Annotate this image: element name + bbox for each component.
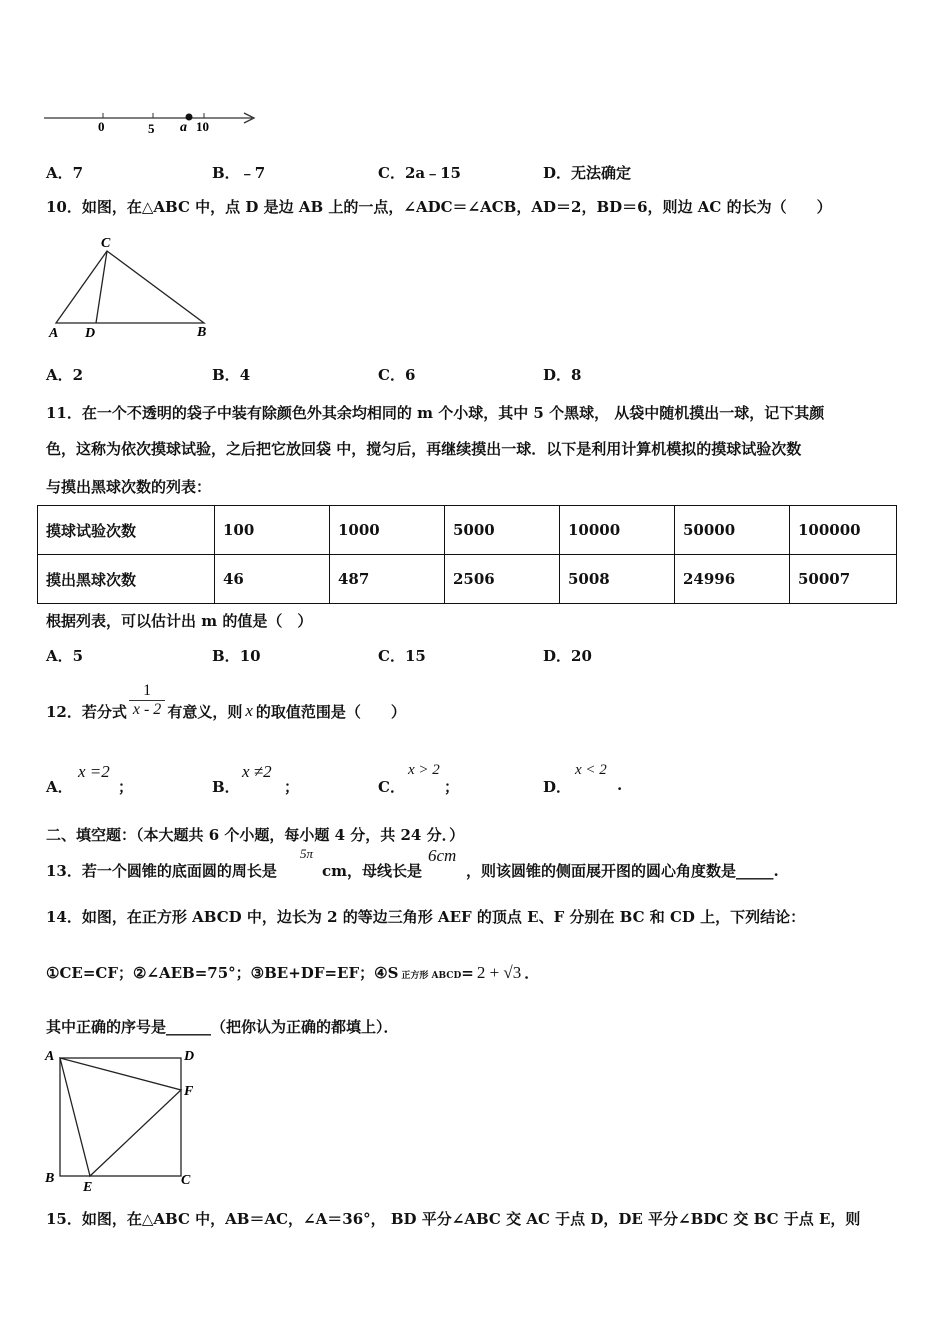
q10-triangle-figure	[44, 232, 219, 342]
table-cell: 487	[330, 555, 445, 604]
q14-square-figure	[40, 1044, 205, 1196]
label-f: F	[184, 1084, 194, 1099]
tick-label-10: 10	[196, 119, 209, 134]
label-c: C	[181, 1173, 191, 1188]
q13-math-slant: 6cm	[428, 846, 457, 865]
q12-var: x	[245, 701, 253, 720]
label-d: D	[85, 326, 96, 341]
q12-suffix: 有意义，则	[167, 702, 243, 721]
table-row-header: 摸球试验次数	[38, 506, 215, 555]
q13-math-circumference: 5π	[300, 846, 314, 861]
fraction-denominator: x - 2	[129, 700, 165, 719]
q14-expression: 2 + √3	[476, 963, 522, 982]
q9-choice-d: D．无法确定	[543, 164, 632, 182]
q10-choice-c: C．6	[378, 366, 416, 384]
label-a: A	[49, 326, 59, 341]
q12-prefix: 12．若分式	[46, 702, 127, 721]
table-cell: 50007	[790, 555, 897, 604]
q13-stem: 13．若一个圆锥的底面圆的周长是 5π cm，母线长是 6cm ，则该圆锥的侧面展开图的圆心角度数是_____.	[46, 846, 779, 880]
q11-line-2: 色，这称为依次摸球试验，之后把它放回袋 中，搅匀后，再继续摸出一球．以下是利用计算机模拟的摸球试验次数	[46, 440, 802, 458]
q12-suffix2: 的取值范围是（ ）	[255, 702, 406, 721]
table-row	[38, 555, 897, 604]
q9-choice-b: B．﹣7	[212, 164, 266, 182]
q15-stem: 15．如图，在△ABC 中，AB＝AC，∠A＝36°， BD 平分∠ABC 交 AC 于点 D，DE 平分∠BDC 交 BC 于点 E，则	[46, 1210, 861, 1228]
label-b: B	[197, 325, 207, 340]
table-cell: 5008	[560, 555, 675, 604]
triangle-abc	[56, 251, 204, 323]
table-cell: 5000	[445, 506, 560, 555]
table-cell: 100	[215, 506, 330, 555]
table-row-header: 摸出黑球次数	[38, 555, 215, 604]
q11-data-table	[37, 505, 897, 604]
table-cell: 50000	[675, 506, 790, 555]
label-a: A	[45, 1049, 55, 1064]
q10-stem: 10．如图，在△ABC 中，点 D 是边 AB 上的一点，∠ADC＝∠ACB，AD＝2，BD＝6，则边 AC 的长为（ ）	[46, 198, 832, 216]
table-cell: 1000	[330, 506, 445, 555]
tick-label-0: 0	[98, 119, 105, 134]
q10-choice-a: A．2	[46, 366, 84, 384]
q11-choice-c: C．15	[378, 647, 426, 665]
table-cell: 100000	[790, 506, 897, 555]
section-2-heading: 二、填空题：（本大题共 6 个小题，每小题 4 分，共 24 分．）	[46, 826, 465, 844]
point-label-a: a	[180, 120, 187, 135]
table-cell: 10000	[560, 506, 675, 555]
table-cell: 2506	[445, 555, 560, 604]
q14-stem: 14．如图，在正方形 ABCD 中，边长为 2 的等边三角形 AEF 的顶点 E、F 分别在 BC 和 CD 上，下列结论：	[46, 908, 806, 926]
number-line-figure	[40, 105, 265, 137]
q11-choice-a: A．5	[46, 647, 84, 665]
table-cell: 46	[215, 555, 330, 604]
label-e: E	[83, 1180, 93, 1195]
q14-conclusions: ①CE=CF；②∠AEB=75°；③BE+DF=EF；④S 正方形 ABCD = 2 + √3 ．	[46, 963, 540, 982]
triangle-aef	[60, 1058, 181, 1176]
table-cell: 24996	[675, 555, 790, 604]
label-d: D	[184, 1049, 195, 1064]
q11-choice-d: D．20	[543, 647, 592, 665]
q11-line-1: 11．在一个不透明的袋子中装有除颜色外其余均相同的 m 个小球，其中 5 个黑球， 从袋中随机摸出一球，记下其颜	[46, 404, 825, 422]
q11-question: 根据列表，可以估计出 m 的值是（ ）	[46, 612, 313, 630]
q10-choice-d: D．8	[543, 366, 582, 384]
q10-choice-b: B．4	[212, 366, 251, 384]
q11-choice-b: B．10	[212, 647, 261, 665]
square-abcd	[60, 1058, 181, 1176]
fraction-numerator: 1	[143, 681, 152, 699]
q11-line-3: 与摸出黑球次数的列表：	[46, 478, 212, 496]
label-b: B	[45, 1171, 55, 1186]
q14-blank-line: 其中正确的序号是______（把你认为正确的都填上）．	[46, 1018, 399, 1036]
q12-stem	[46, 678, 406, 722]
tick-label-5: 5	[148, 121, 155, 136]
table-row	[38, 506, 897, 555]
segment-cd	[96, 251, 107, 323]
q12-fraction	[129, 682, 165, 719]
label-c: C	[101, 236, 111, 251]
q9-choice-a: A．7	[46, 164, 84, 182]
q9-choice-c: C．2a﹣15	[378, 164, 461, 182]
